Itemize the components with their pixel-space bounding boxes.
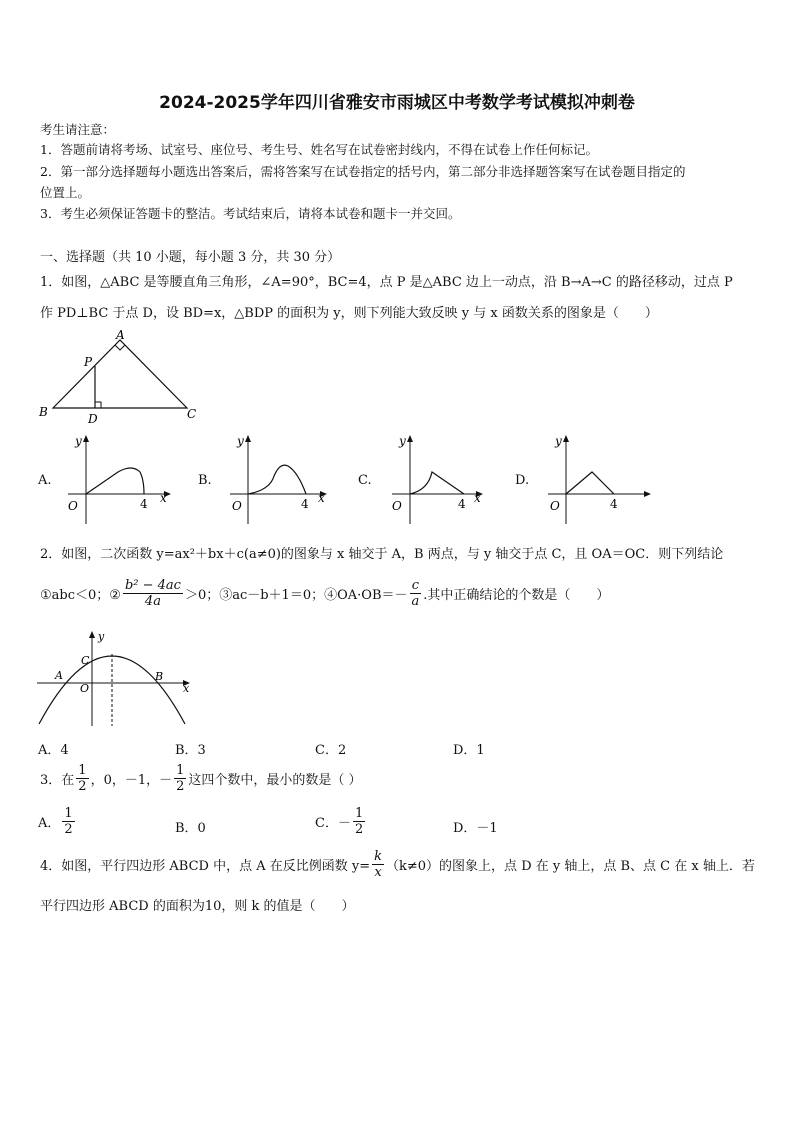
q1-option-b-graph [222,432,337,527]
q2-option-d: D．1 [453,743,485,758]
origin-label: O [550,499,560,513]
fraction-numerator: 1 [78,763,87,778]
tick-4: 4 [140,497,148,511]
axis-x-label: x [160,491,167,505]
label-b: B [39,405,48,419]
notice-item: 3．考生必须保证答题卡的整洁。考试结束后，请将本试卷和题卡一并交回。 [40,206,461,221]
label-b: B [155,670,164,683]
axis-y-label: y [399,434,406,448]
q2-parabola-figure [35,628,200,728]
q2-part: ①abc＜0；② [40,588,121,603]
q3-part: 这四个数中，最小的数是（ ） [188,773,362,788]
q1-option-d-graph [540,432,655,527]
label-a: A [55,669,63,682]
q3-fraction [62,806,74,837]
page-title: 2024-2025学年四川省雅安市雨城区中考数学考试模拟冲刺卷 [159,93,635,113]
q1-triangle-figure [35,328,205,428]
q3-part: 3．在 [40,773,75,788]
tick-4: 4 [458,497,466,511]
fraction-denominator: 4a [144,594,161,609]
label-p: P [84,355,93,369]
q3-option-a [38,806,77,837]
fraction-denominator: a [411,594,420,609]
option-label: A． [38,816,61,831]
axis-x-label: x [183,682,190,695]
fraction-numerator: c [411,578,420,593]
q2-text: 2．如图，二次函数 y=ax²＋bx＋c(a≠0)的图象与 x 轴交于 A，B 两点，与 y 轴交于点 C，且 OA＝OC．则下列结论 [40,547,724,562]
origin-label: O [80,682,90,695]
q1-text: 作 PD⊥BC 于点 D，设 BD=x，△BDP 的面积为 y，则下列能大致反映 y 与 x 函数关系的图象是（ ） [40,306,658,321]
notice-item: 2．第一部分选择题每小题选出答案后，需将答案写在试卷指定的括号内，第二部分非选择题答案写在试卷题目指定的 [40,164,686,179]
q3-fraction [76,763,88,794]
axis-y-label: y [237,434,244,448]
q2-option-b: B．3 [175,743,206,758]
q2-conclusions [40,578,609,609]
fraction-numerator: 1 [176,763,185,778]
q4-text: 平行四边形 ABCD 的面积为10，则 k 的值是（ ） [40,899,355,914]
q1-option-b-label: B. [198,473,212,488]
q3-part: ，0，－1，－ [90,773,173,788]
q3-option-d: D．－1 [453,821,498,836]
q2-part: .其中正确结论的个数是（ ） [423,588,610,603]
axis-x-label: x [474,491,481,505]
fraction-numerator: 1 [64,806,73,821]
axis-x-label: x [318,491,325,505]
q2-fraction-1 [123,578,183,609]
label-c: C [81,654,90,667]
fraction-numerator: 1 [354,806,364,821]
origin-label: O [68,499,78,513]
notice-heading: 考生请注意： [40,122,116,137]
q1-option-d-label: D. [515,473,530,488]
q3-option-c [315,806,367,837]
axis-y-label: y [75,434,82,448]
q4-text [40,849,755,880]
section-heading: 一、选择题（共 10 小题，每小题 3 分，共 30 分） [40,250,341,265]
q2-option-a: A．4 [38,743,69,758]
q2-fraction-2 [410,578,422,609]
tick-4: 4 [301,497,309,511]
fraction-numerator: b² − 4ac [124,578,181,593]
option-label: C．－ [315,816,351,831]
q3-option-b: B．0 [175,821,206,836]
fraction-denominator: 2 [64,822,73,837]
fraction-denominator: 2 [354,822,364,837]
axis-y-label: y [555,434,562,448]
q2-option-c: C．2 [315,743,347,758]
tick-4: 4 [610,497,618,511]
q4-fraction [372,849,384,880]
fraction-numerator: k [374,849,383,864]
q3-fraction [353,806,365,837]
label-d: D [88,412,98,426]
q1-option-a-label: A. [38,473,52,488]
axis-y-label: y [98,630,105,643]
fraction-denominator: 2 [78,779,87,794]
q3-text [40,763,362,794]
q1-option-c-label: C. [358,473,372,488]
label-a: A [116,328,125,342]
q2-part: ＞0；③ac－b＋1＝0；④OA·OB＝－ [184,588,408,603]
q1-text: 1．如图，△ABC 是等腰直角三角形，∠A=90°，BC=4，点 P 是△ABC 边上一动点，沿 B→A→C 的路径移动，过点 P [40,275,733,290]
label-c: C [187,407,197,421]
notice-item: 1．答题前请将考场、试室号、座位号、考生号、姓名写在试卷密封线内，不得在试卷上作任何标记。 [40,142,598,157]
q3-fraction [174,763,186,794]
q1-option-c-graph [380,432,495,527]
q4-part: （k≠0）的图象上，点 D 在 y 轴上，点 B、点 C 在 x 轴上．若 [386,859,755,874]
fraction-denominator: 2 [176,779,185,794]
fraction-denominator: x [374,865,382,880]
notice-item: 位置上。 [40,185,91,200]
origin-label: O [392,499,402,513]
origin-label: O [232,499,242,513]
q4-part: 4．如图，平行四边形 ABCD 中，点 A 在反比例函数 y= [40,859,371,874]
q1-option-a-graph [60,432,175,527]
